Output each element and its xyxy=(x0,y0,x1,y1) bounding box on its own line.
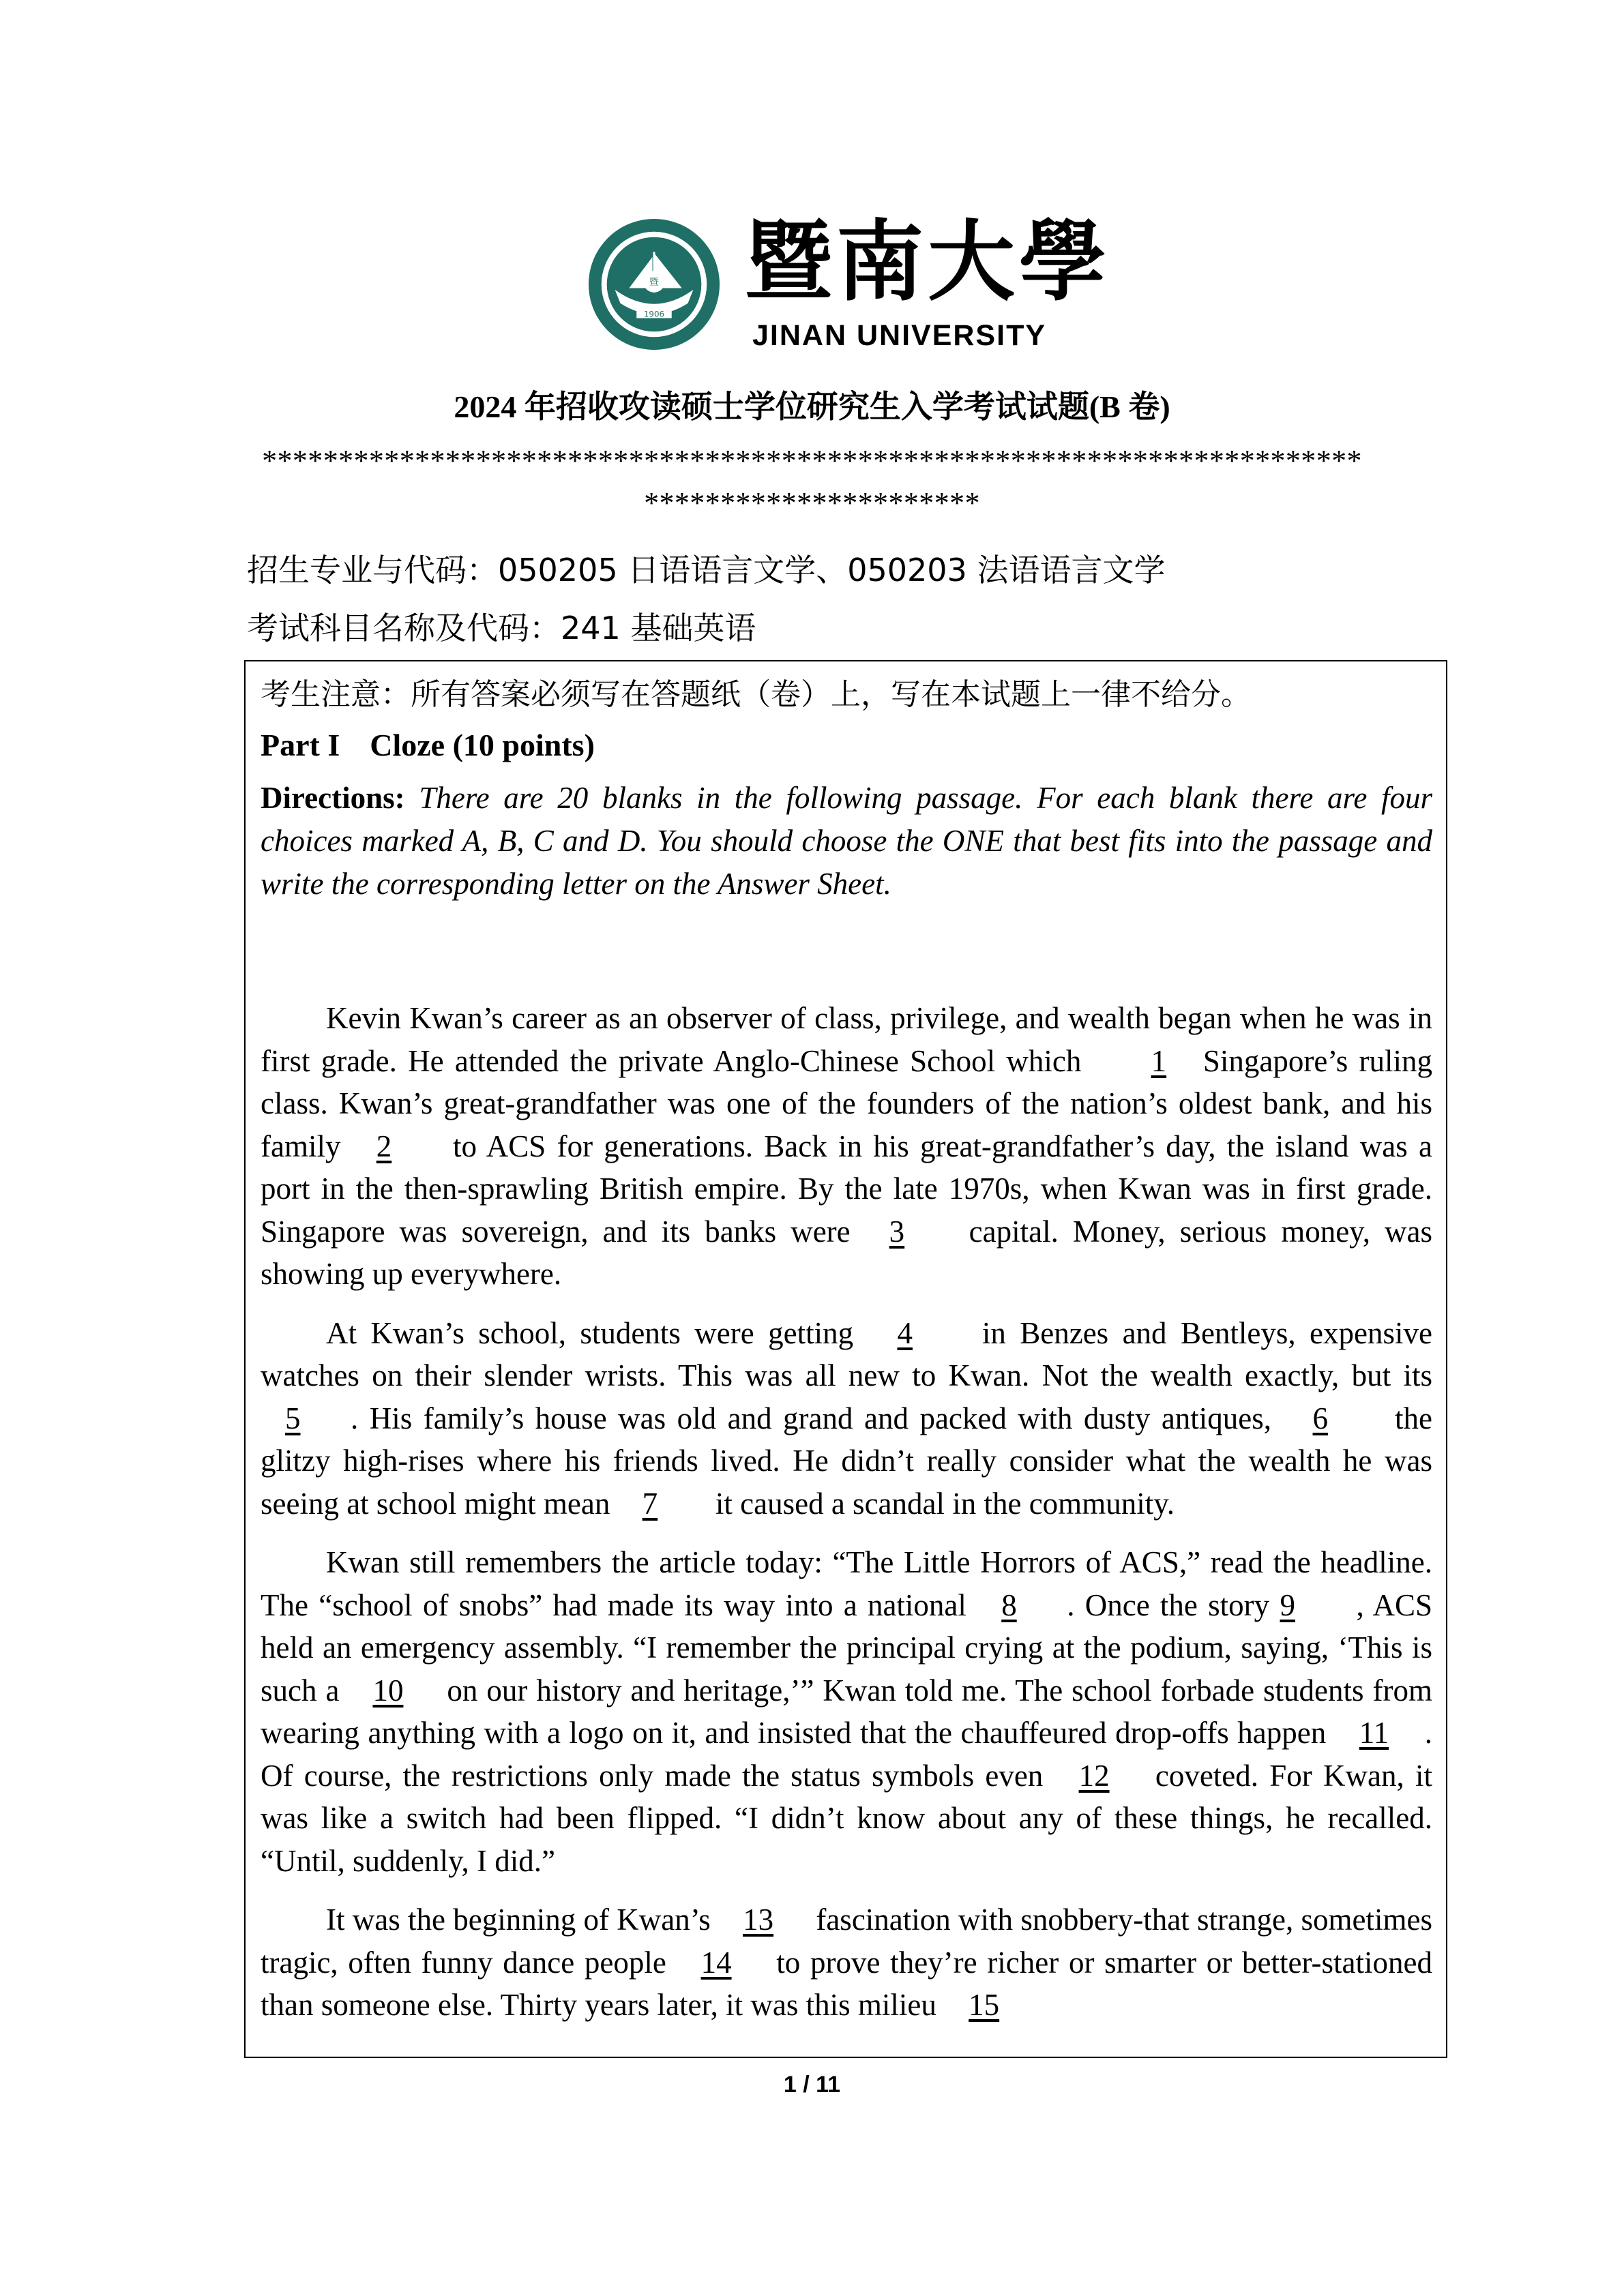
separator-stars-line-2: ********************** xyxy=(644,486,980,520)
blank-14: 14 xyxy=(700,1945,732,1980)
paragraph-text: the glitzy high-rises where his friends lived. He didn’t really consider what the wealth he was seeing at school might mean xyxy=(261,1401,1432,1521)
blank-2: 2 xyxy=(376,1129,392,1163)
blank-1: 1 xyxy=(1151,1043,1167,1078)
part-title: Cloze (10 points) xyxy=(370,728,595,762)
paragraph-text: Kevin Kwan’s career as an observer of class, privilege, and wealth began when he was in first grade. He attended the private Anglo-Chinese School which xyxy=(261,1001,1432,1078)
paragraph-text: . His family’s house was old and grand and packed with dusty antiques, xyxy=(351,1401,1272,1435)
blank-10: 10 xyxy=(372,1673,404,1708)
subject-code-line: 考试科目名称及代码：241 基础英语 xyxy=(247,610,756,646)
paragraph-text: fascination with snobbery-that strange, sometimes tragic, often funny dance people xyxy=(261,1903,1432,1980)
exam-content-box xyxy=(244,660,1447,2058)
candidate-notice: 考生注意：所有答案必须写在答题纸（卷）上，写在本试题上一律不给分。 xyxy=(261,677,1251,712)
paragraph-text: it caused a scandal in the community. xyxy=(715,1486,1175,1521)
paragraph-text: , ACS held an emergency assembly. “I remember the principal crying at the podium, saying, ‘This is such a xyxy=(261,1587,1433,1708)
paragraph-text: in Benzes and Bentleys, expensive watches on their slender wrists. This was all new to Kwan. Not the wealth exactly, but its xyxy=(261,1315,1432,1392)
paragraph-text: . Once the story xyxy=(1067,1587,1270,1622)
seal-year: 1906 xyxy=(643,309,665,319)
directions-text: There are 20 blanks in the following passage. For each blank there are four choices marked A, B, C and D. You should choose the ONE that best fits into the passage and write the corresponding letter on the Answer Sheet. xyxy=(261,781,1433,901)
blank-8: 8 xyxy=(1001,1587,1017,1622)
exam-title: 2024 年招收攻读硕士学位研究生入学考试试题(B 卷) xyxy=(454,389,1170,424)
directions-label: Directions: xyxy=(261,781,405,815)
paragraph-text: coveted. For Kwan, it was like a switch had been flipped. “I didn’t know about any of these things, he recalled. “Until, suddenly, I did.” xyxy=(261,1758,1433,1878)
passage-paragraph-2 xyxy=(261,1312,1432,1525)
blank-13: 13 xyxy=(743,1903,774,1937)
paragraph-text: Singapore’s ruling class. Kwan’s great-grandfather was one of the founders of the nation’s oldest bank, and his family xyxy=(261,1043,1433,1163)
paragraph-text: . Of course, the restrictions only made the status symbols even xyxy=(261,1716,1433,1793)
paragraph-text: to prove they’re richer or smarter or better-stationed than someone else. Thirty years later, it was this milieu xyxy=(261,1945,1432,2022)
blank-3: 3 xyxy=(889,1214,905,1249)
paragraph-text: on our history and heritage,’” Kwan told me. The school forbade students from wearing anything with a logo on it, and insisted that the chauffeured drop-offs happen xyxy=(261,1673,1433,1750)
separator-stars-line-1: ************************************************************************ xyxy=(262,444,1362,477)
directions xyxy=(261,777,1432,906)
blank-5: 5 xyxy=(285,1401,301,1435)
page-number: 1 / 11 xyxy=(783,2072,841,2098)
passage-paragraph-4 xyxy=(261,1898,1432,2027)
blank-12: 12 xyxy=(1078,1758,1110,1793)
passage-paragraph-1 xyxy=(261,997,1432,1296)
blank-4: 4 xyxy=(897,1315,913,1350)
blank-15: 15 xyxy=(969,1988,1000,2022)
university-name-english: JINAN UNIVERSITY xyxy=(752,319,1047,352)
blank-9: 9 xyxy=(1280,1587,1295,1622)
paragraph-text: At Kwan’s school, students were getting xyxy=(326,1315,854,1350)
university-name-chinese: 暨南大學 xyxy=(745,211,1111,313)
part-heading xyxy=(261,727,1432,763)
university-seal-icon xyxy=(587,217,722,352)
cloze-passage xyxy=(261,997,1432,2027)
paragraph-text: It was the beginning of Kwan’s xyxy=(326,1903,711,1937)
blank-7: 7 xyxy=(642,1486,658,1521)
major-code-line: 招生专业与代码：050205 日语语言文学、050203 法语语言文学 xyxy=(247,552,1166,588)
blank-6: 6 xyxy=(1312,1401,1329,1435)
paragraph-text: to ACS for generations. Back in his great-grandfather’s day, the island was a port in the then-sprawling British empire. By the late 1970s, when Kwan was in first grade. Singapore was sovereign, and its banks were xyxy=(261,1129,1433,1249)
paragraph-text: capital. Money, serious money, was showing up everywhere. xyxy=(261,1214,1432,1291)
university-logo xyxy=(587,211,1111,353)
svg-text:暨: 暨 xyxy=(649,276,659,288)
paragraph-text: Kwan still remembers the article today: “The Little Horrors of ACS,” read the headline. The “school of snobs” had made its way into a national xyxy=(261,1545,1432,1622)
blank-11: 11 xyxy=(1359,1716,1389,1750)
passage-paragraph-3 xyxy=(261,1541,1432,1882)
part-number: Part I xyxy=(261,728,340,762)
